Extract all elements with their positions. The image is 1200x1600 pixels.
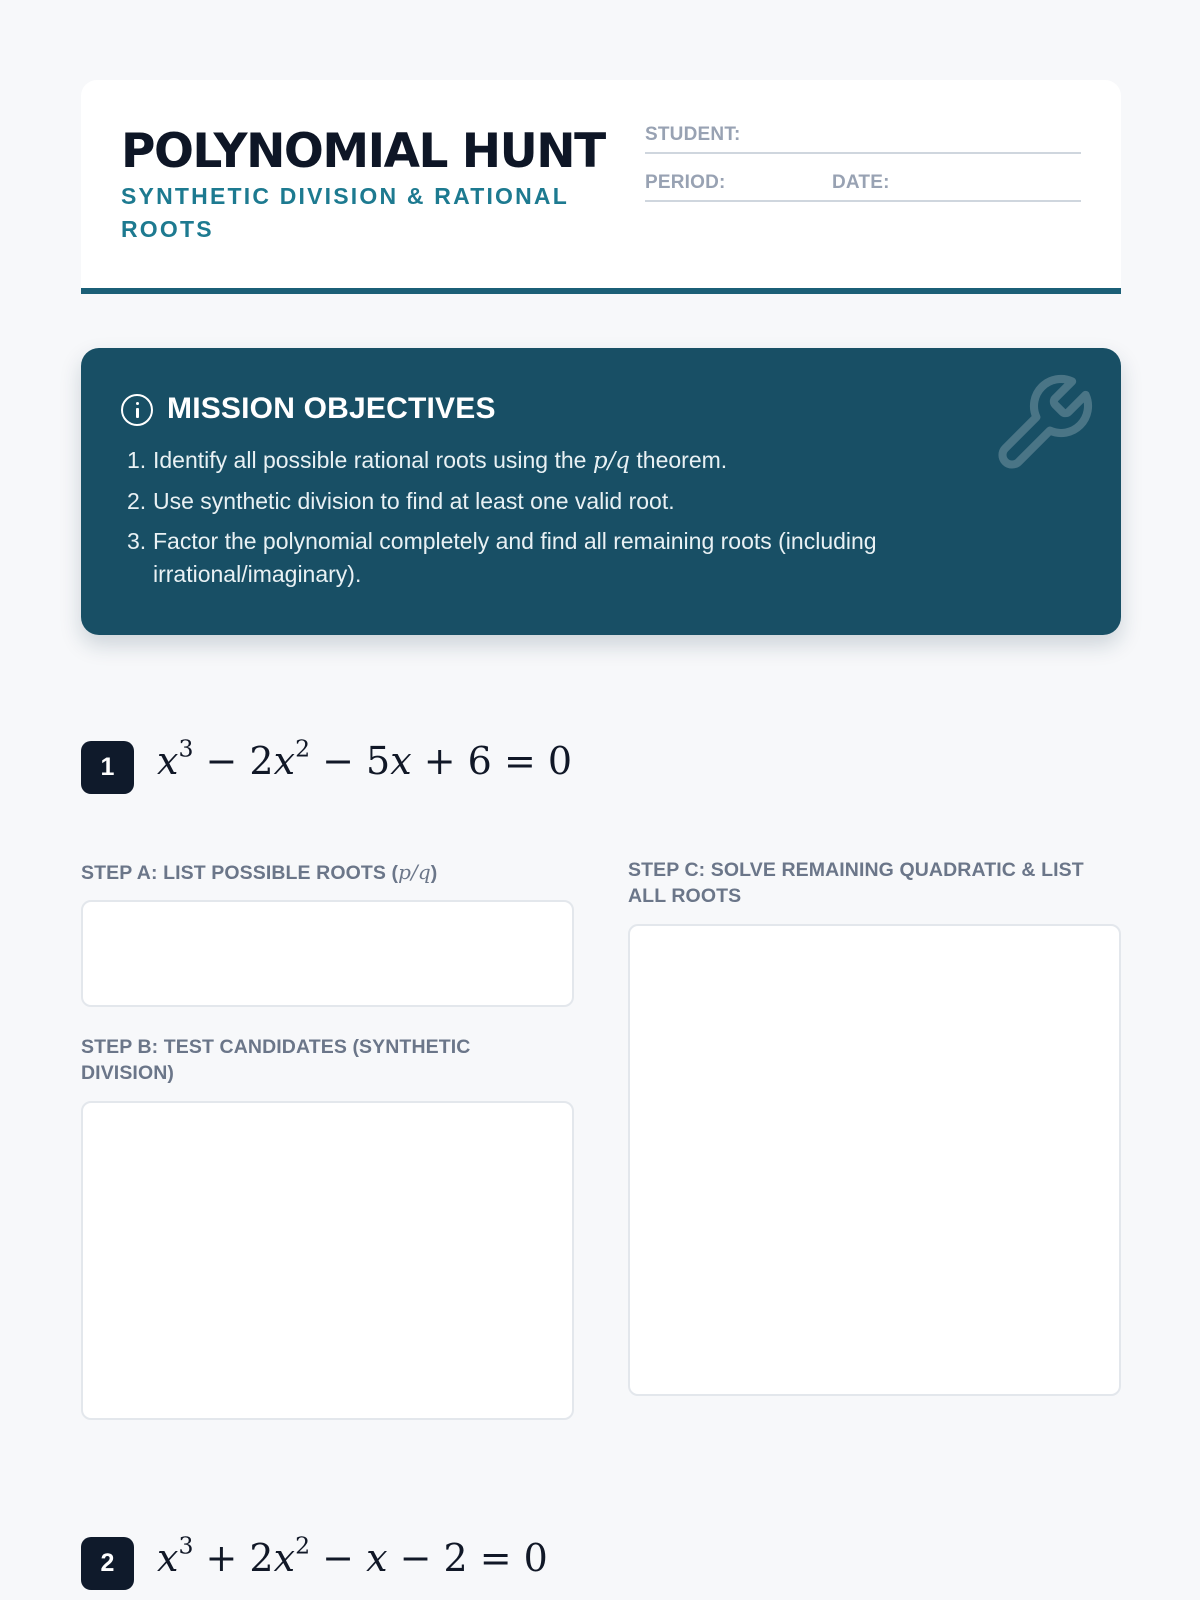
problem-1-equation: $x^3 - 2x^2 - 5x + 6 = 0$	[157, 734, 573, 783]
info-icon	[121, 394, 153, 426]
step-c-work-box[interactable]	[628, 924, 1121, 1396]
mission-title: MISSION OBJECTIVES	[167, 392, 496, 425]
worksheet-title: POLYNOMIAL HUNT	[121, 124, 605, 179]
problem-2-equation: $x^3 + 2x^2 - x - 2 = 0$	[157, 1531, 548, 1580]
step-a-answer-box[interactable]	[81, 900, 574, 1007]
pq-math: p/q	[592, 448, 631, 474]
problem-number-badge: 1	[81, 741, 134, 794]
step-a-label: STEP A: LIST POSSIBLE ROOTS (p/q)	[81, 860, 438, 884]
objective-item: 1. Identify all possible rational roots using the p/q theorem.	[127, 447, 728, 474]
worksheet-subtitle: SYNTHETIC DIVISION & RATIONAL ROOTS	[121, 183, 569, 242]
objective-item: 3. Factor the polynomial completely and find all remaining roots (including irrational/imaginary).	[127, 528, 877, 587]
worksheet-header	[81, 80, 1121, 294]
period-date-field[interactable]	[645, 162, 1081, 202]
objective-item: 2. Use synthetic division to find at least one valid root.	[127, 488, 675, 514]
date-label: DATE:	[832, 172, 890, 193]
period-label: PERIOD:	[645, 172, 726, 193]
student-name-field[interactable]	[645, 114, 1081, 154]
mission-objectives-list	[127, 444, 1027, 598]
wrench-icon	[989, 370, 1097, 478]
mission-objectives-card	[81, 348, 1121, 635]
step-b-label: STEP B: TEST CANDIDATES (SYNTHETIC DIVISION)	[81, 1036, 471, 1084]
problem-number-badge: 2	[81, 1537, 134, 1590]
step-c-label: STEP C: SOLVE REMAINING QUADRATIC & LIST ALL ROOTS	[628, 859, 1084, 907]
step-b-work-box[interactable]	[81, 1101, 574, 1420]
student-label: STUDENT:	[645, 124, 741, 145]
